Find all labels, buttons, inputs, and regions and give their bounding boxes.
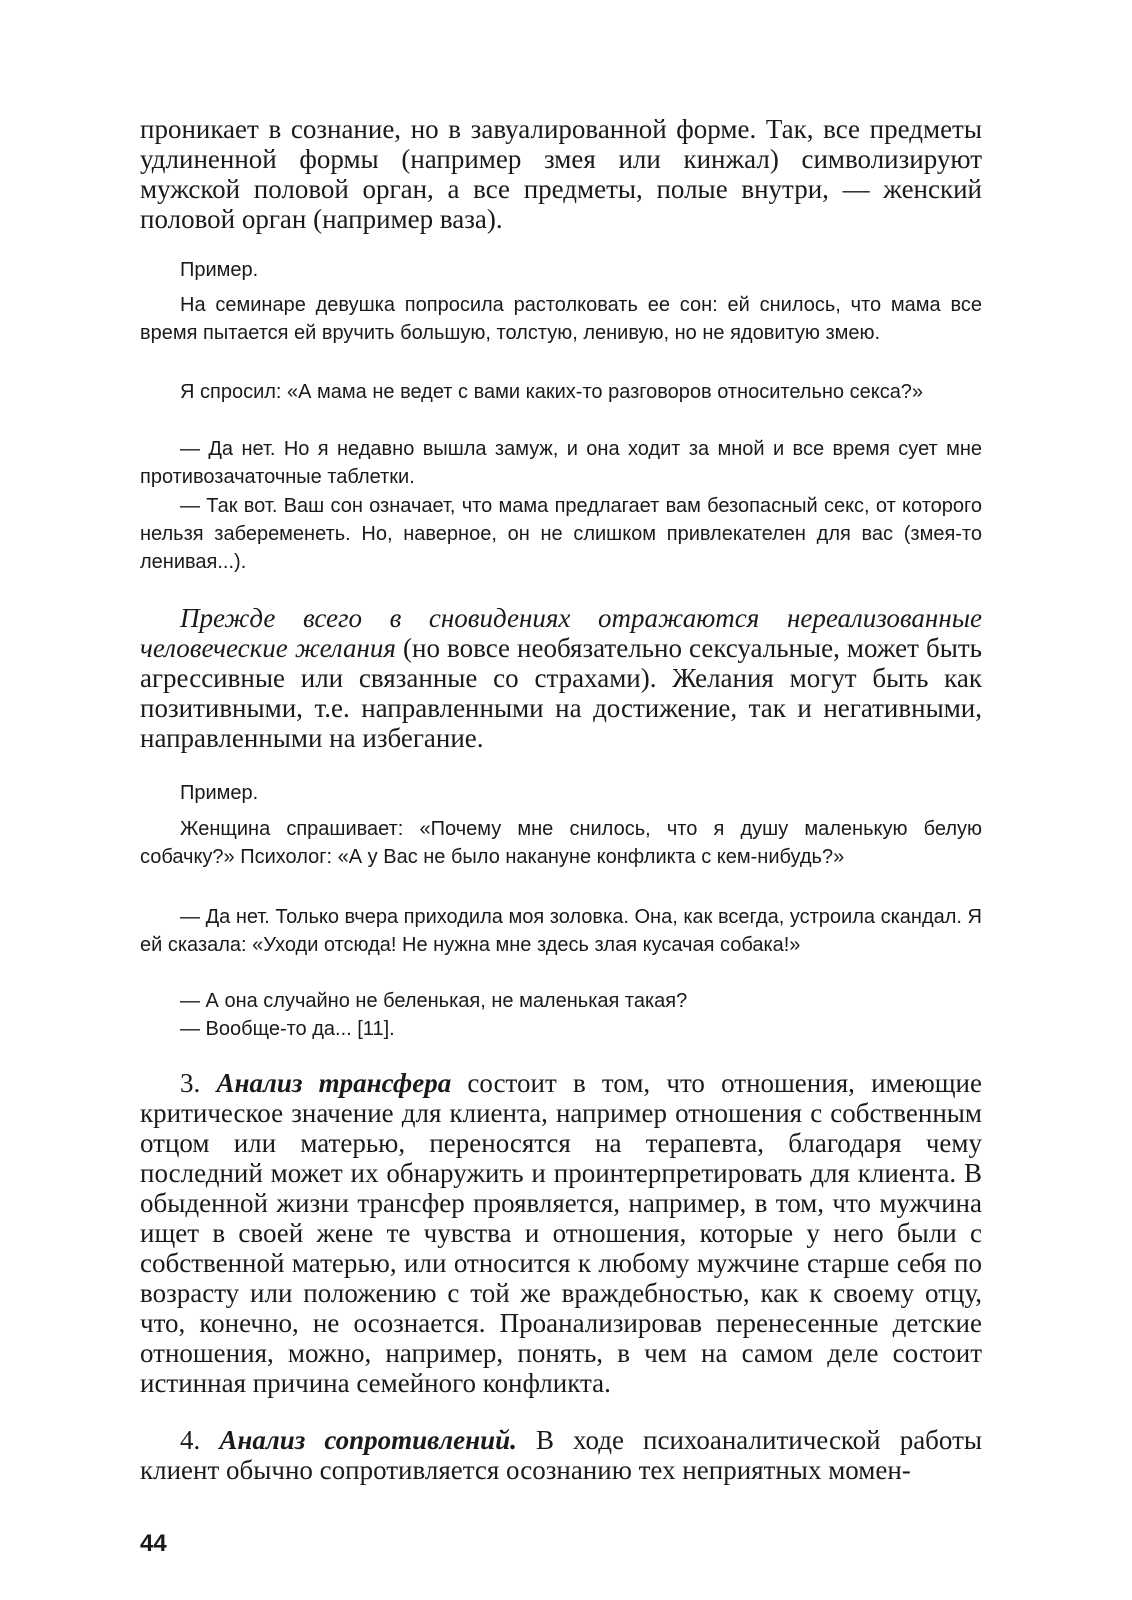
resistance-number: 4. — [180, 1425, 220, 1455]
example-paragraph: На семинаре девушка попросила растолковать ее сон: ей снилось, что мама все время пытается ей вручить большую, толстую, ленивую, но не ядовитую змею. — [140, 294, 982, 344]
desires-text: (но вовсе необязательно сексуальные, может быть агрессивные или связанные со страхами). Желания могут быть как позитивными, т.е. направленными на достижение, так и негативными, направленными на избегание. — [140, 633, 982, 753]
page-number: 44 — [140, 1530, 167, 1557]
example-label: Пример. — [180, 259, 259, 281]
resistance-term: Анализ сопротивлений. — [219, 1425, 517, 1455]
resistance-paragraph — [140, 1425, 982, 1485]
transfer-text: состоит в том, что отношения, имеющие критическое значение для клиента, например отношения с собственным отцом или матерью, переносятся на терапевта, благодаря чему последний может их обнаружить и проинтерпретировать для клиента. В обыденной жизни трансфер проявляется, например, в том, что мужчина ищет в своей жене те чувства и отношения, которые у него были с собственной матерью, или относится к любому мужчине старше себя по возрасту или положению с той же враждебностью, как к своему отцу, что, конечно, не осознается. Проанализировав перенесенные детские отношения, можно, например, понять, в чем на самом деле состоит истинная причина семейного конфликта. — [140, 1068, 982, 1398]
transfer-term: Анализ трансфера — [216, 1068, 452, 1098]
example-paragraph: — Да нет. Только вчера приходила моя золовка. Она, как всегда, устроила скандал. Я ей сказала: «Уходи отсюда! Не нужна мне здесь злая кусачая собака!» — [140, 906, 982, 956]
resistance-text: В ходе психоаналитической работы клиент обычно сопротивляется осознанию тех неприятных момен- — [140, 1425, 983, 1485]
desires-paragraph — [140, 603, 982, 753]
example-paragraph: Я спросил: «А мама не ведет с вами каких-то разговоров относительно секса?» — [180, 381, 924, 403]
example-paragraph: Женщина спрашивает: «Почему мне снилось, что я душу маленькую белую собачку?» Психолог: «А у Вас не было накануне конфликта с кем-нибудь?» — [140, 818, 982, 868]
transfer-paragraph — [140, 1068, 982, 1398]
example-paragraph: — Так вот. Ваш сон означает, что мама предлагает вам безопасный секс, от которого нельзя забеременеть. Но, наверное, он не слишком привлекателен для вас (змея-то ленивая...). — [140, 495, 982, 573]
example-label: Пример. — [180, 782, 259, 804]
example-paragraph: — А она случайно не беленькая, не маленькая такая? — [180, 990, 688, 1012]
intro-paragraph: проникает в сознание, но в завуалированной форме. Так, все предметы удлиненной формы (например змея или кинжал) символизируют мужской половой орган, а все предметы, полые внутри, — женский половой орган (например ваза). — [140, 114, 982, 234]
transfer-number: 3. — [180, 1068, 217, 1098]
example-paragraph: — Да нет. Но я недавно вышла замуж, и она ходит за мной и все время сует мне противозачаточные таблетки. — [140, 438, 982, 488]
example-paragraph: — Вообще-то да... [11]. — [180, 1018, 395, 1040]
desires-italic-text: Прежде всего в сновидениях отражаются нереализованные человеческие желания — [140, 603, 982, 663]
